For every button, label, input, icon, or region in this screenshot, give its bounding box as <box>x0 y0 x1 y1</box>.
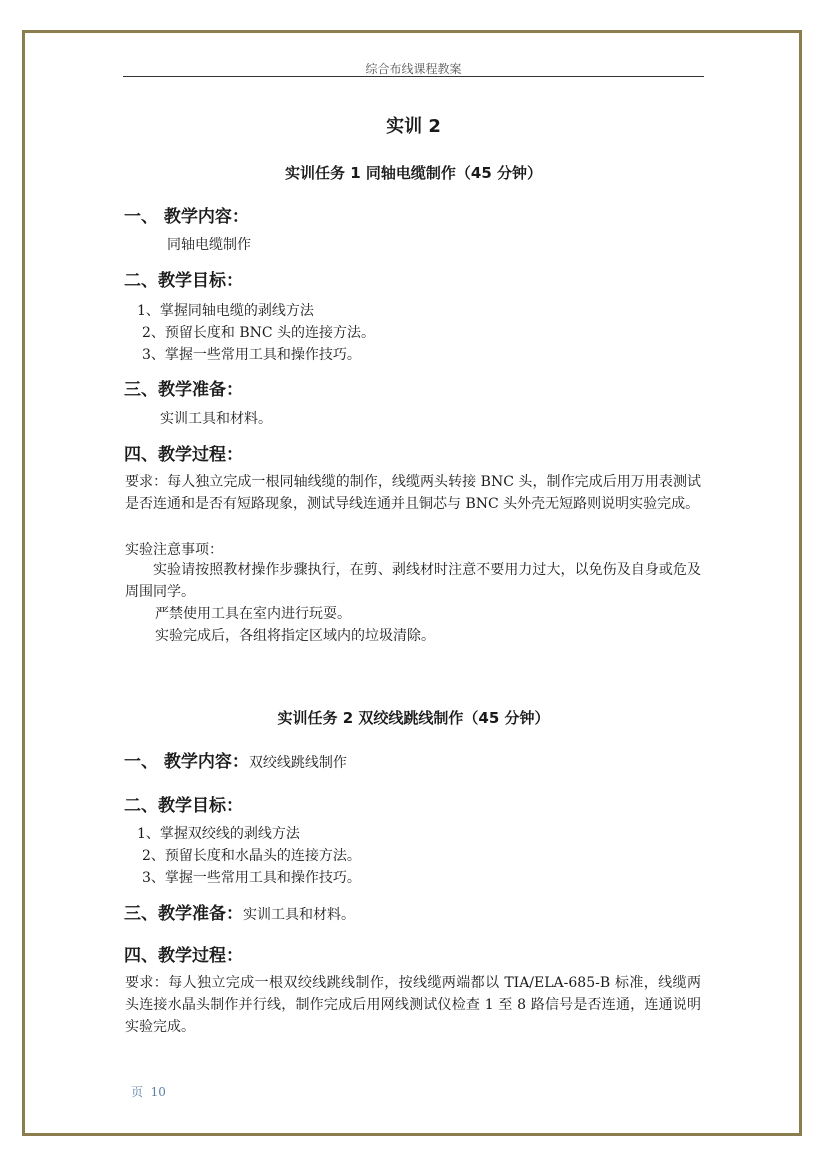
header-rule <box>123 76 704 77</box>
task1-note-3: 实验完成后，各组将指定区域内的垃圾清除。 <box>155 628 435 644</box>
page-footer <box>131 1083 166 1100</box>
task2-objective-3: 3、掌握一些常用工具和操作技巧。 <box>142 870 361 886</box>
task2-objective-2: 2、预留长度和水晶头的连接方法。 <box>142 848 361 864</box>
task2-requirement: 要求：每人独立完成一根双绞线跳线制作，按线缆两端都以 TIA/ELA-685-B 标准，线缆两头连接水晶头制作并行线，制作完成后用网线测试仪检查 1 至 8 路信号是否连通，连通说明实验完成。 <box>125 975 701 1035</box>
task2-section1-body: 双绞线跳线制作 <box>248 755 347 771</box>
task2-section1 <box>124 747 347 772</box>
task2-section1-title: 一、 教学内容： <box>124 752 249 772</box>
task1-requirement: 要求：每人独立完成一根同轴线缆的制作，线缆两头转接 BNC 头，制作完成后用万用表测试是否连通和是否有短路现象，测试导线连通并且铜芯与 BNC 头外壳无短路则说明实验完成。 <box>125 474 701 512</box>
page-label: 页 <box>131 1085 144 1099</box>
task1-section4-title: 四、教学过程： <box>124 445 243 465</box>
task1-objective-3: 3、掌握一些常用工具和操作技巧。 <box>142 347 361 363</box>
task2-section3-body: 实训工具和材料。 <box>243 907 355 923</box>
task1-section2-title: 二、教学目标： <box>124 271 243 291</box>
task1-note-2: 严禁使用工具在室内进行玩耍。 <box>155 606 351 622</box>
page-number: 10 <box>150 1085 166 1099</box>
task2-objective-1: 1、掌握双绞线的剥线方法 <box>137 826 300 842</box>
task1-note-1: 实验请按照教材操作步骤执行，在剪、剥线材时注意不要用力过大，以免伤及自身或危及周围同学。 <box>125 562 701 600</box>
task2-heading: 实训任务 2 双绞线跳线制作（45 分钟） <box>277 709 550 727</box>
task1-section1-body: 同轴电缆制作 <box>167 237 251 253</box>
task1-objective-2: 2、预留长度和 BNC 头的连接方法。 <box>142 325 376 341</box>
task1-notes-title: 实验注意事项： <box>125 542 223 558</box>
task2-section2-title: 二、教学目标： <box>124 796 243 816</box>
page-title: 实训 2 <box>386 116 441 137</box>
task2-section3-title: 三、教学准备： <box>124 904 243 924</box>
task1-section3-body: 实训工具和材料。 <box>160 411 272 427</box>
task2-section3 <box>124 899 355 924</box>
task1-section1-title: 一、 教学内容： <box>124 207 249 227</box>
task1-heading: 实训任务 1 同轴电缆制作（45 分钟） <box>285 164 542 182</box>
task1-section3-title: 三、教学准备： <box>124 380 243 400</box>
task2-section4-title: 四、教学过程： <box>124 946 243 966</box>
task1-objective-1: 1、掌握同轴电缆的剥线方法 <box>137 303 314 319</box>
page-header: 综合布线课程教案 <box>365 62 462 76</box>
